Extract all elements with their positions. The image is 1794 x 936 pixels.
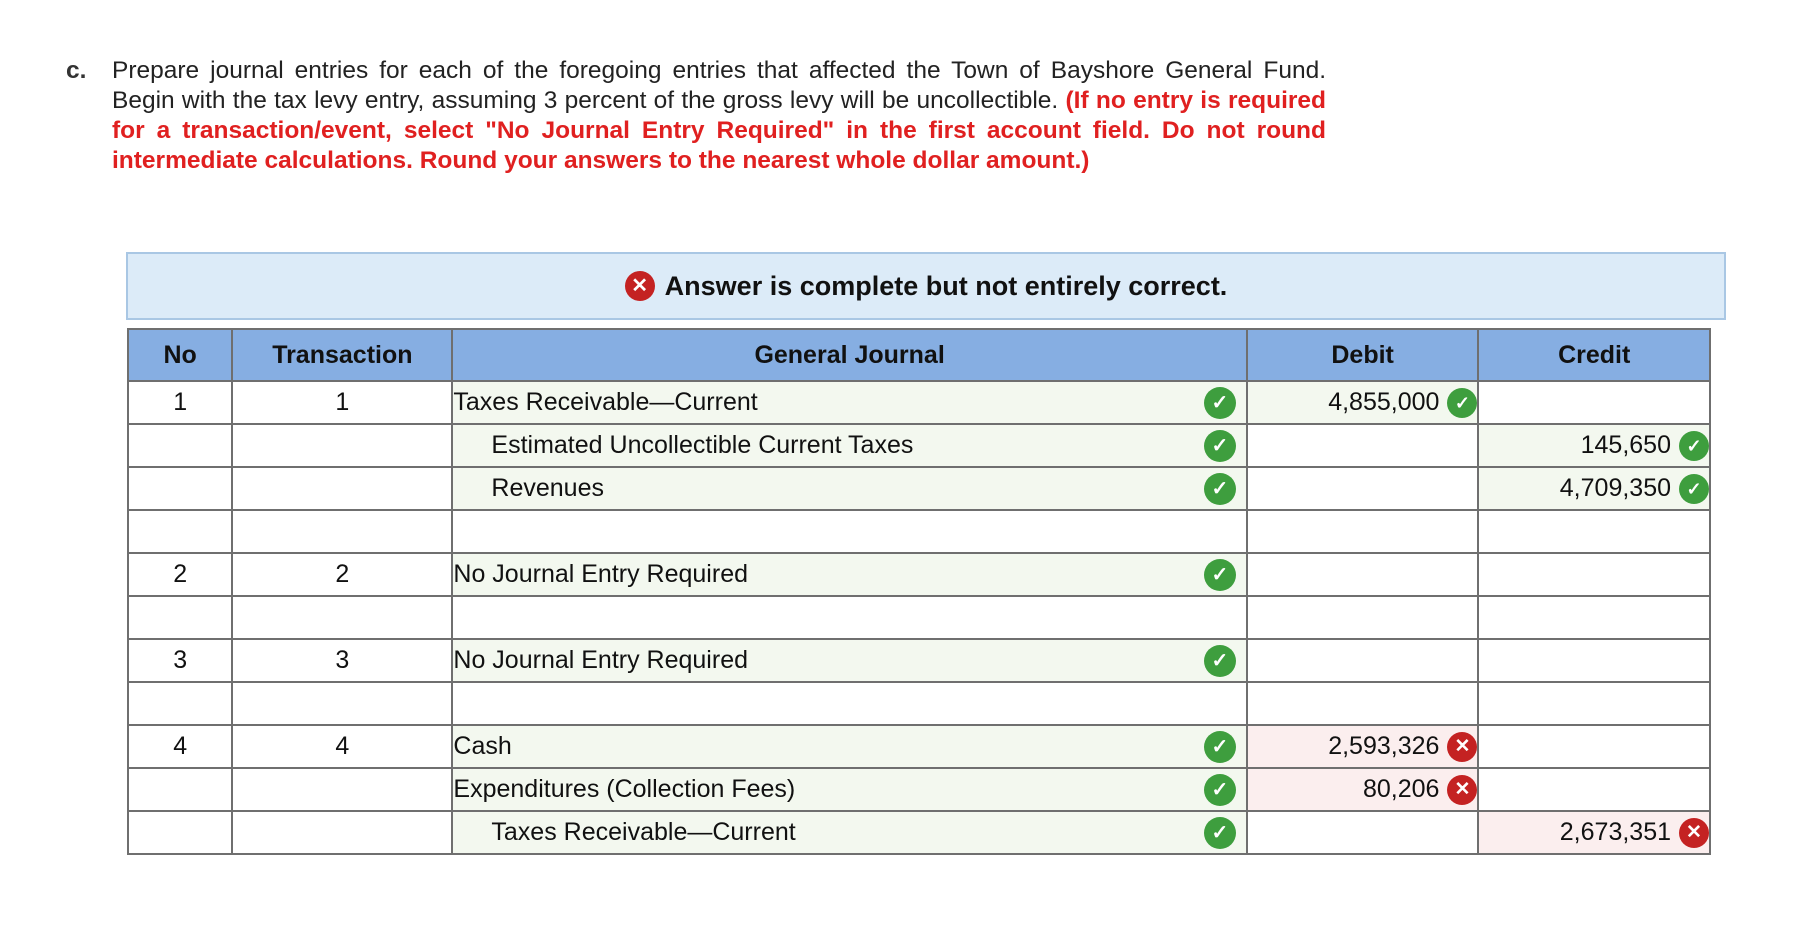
cell-transaction	[232, 596, 452, 639]
account-select[interactable]	[452, 553, 1246, 596]
debit-input[interactable]	[1247, 768, 1479, 811]
credit-input[interactable]	[1478, 381, 1710, 424]
cell-no	[128, 510, 232, 553]
question-label: c.	[66, 57, 87, 84]
account-text: No Journal Entry Required	[453, 646, 748, 674]
credit-value: 145,650	[1580, 431, 1671, 460]
journal-table	[127, 328, 1711, 855]
account-select[interactable]	[452, 467, 1246, 510]
credit-value: 4,709,350	[1559, 474, 1671, 503]
account-select[interactable]	[452, 424, 1246, 467]
debit-input[interactable]	[1247, 510, 1479, 553]
check-icon: ✓	[1204, 731, 1236, 763]
account-text: Revenues	[491, 474, 604, 502]
cell-no	[128, 467, 232, 510]
question-text: Prepare journal entries for each of the foregoing entries that affected the Town of Bayshore General Fund. Begin with the tax levy entry, assuming 3 percent of the gross levy will be uncollectible.	[112, 57, 1326, 114]
account-text: Taxes Receivable—Current	[453, 388, 758, 416]
account-select[interactable]	[452, 381, 1246, 424]
cell-no: 3	[128, 639, 232, 682]
question-block	[66, 56, 1326, 176]
account-select[interactable]	[452, 596, 1246, 639]
question-text-block	[112, 56, 1326, 176]
question-instruction: (If no entry is required for a transaction/event, select "No Journal Entry Required" in the first account field. Do not round intermediate calculations. Round your answers to the nearest whole dollar amount.)	[112, 87, 1327, 174]
table-row	[128, 381, 1710, 424]
incorrect-icon: ✕	[1679, 818, 1709, 848]
credit-input[interactable]	[1478, 553, 1710, 596]
account-text: No Journal Entry Required	[453, 560, 748, 588]
debit-value: 4,855,000	[1328, 388, 1440, 417]
header-credit: Credit	[1478, 329, 1710, 381]
account-text: Taxes Receivable—Current	[491, 818, 796, 846]
debit-input[interactable]	[1247, 424, 1479, 467]
account-select[interactable]	[452, 768, 1246, 811]
cell-no: 4	[128, 725, 232, 768]
cell-transaction	[232, 467, 452, 510]
header-no: No	[128, 329, 232, 381]
cell-no	[128, 682, 232, 725]
debit-input[interactable]	[1247, 381, 1479, 424]
check-icon: ✓	[1204, 473, 1236, 505]
check-icon: ✓	[1204, 387, 1236, 419]
cell-transaction: 1	[232, 381, 452, 424]
table-header-row	[128, 329, 1710, 381]
incorrect-icon: ✕	[1447, 775, 1477, 805]
cell-no	[128, 596, 232, 639]
cell-no: 2	[128, 553, 232, 596]
credit-input[interactable]	[1478, 725, 1710, 768]
result-banner-text: Answer is complete but not entirely correct.	[664, 270, 1228, 301]
account-select[interactable]	[452, 510, 1246, 553]
table-row	[128, 467, 1710, 510]
debit-input[interactable]	[1247, 596, 1479, 639]
check-icon: ✓	[1204, 559, 1236, 591]
credit-input[interactable]	[1478, 682, 1710, 725]
cell-transaction	[232, 768, 452, 811]
cell-transaction	[232, 682, 452, 725]
account-select[interactable]	[452, 639, 1246, 682]
result-banner	[126, 252, 1726, 320]
check-icon: ✓	[1679, 474, 1709, 504]
table-row	[128, 682, 1710, 725]
credit-input[interactable]	[1478, 639, 1710, 682]
cell-no	[128, 811, 232, 854]
debit-input[interactable]	[1247, 639, 1479, 682]
cell-no	[128, 424, 232, 467]
account-text: Estimated Uncollectible Current Taxes	[491, 431, 914, 459]
debit-input[interactable]	[1247, 553, 1479, 596]
account-text: Cash	[453, 732, 512, 760]
account-select[interactable]	[452, 725, 1246, 768]
cell-transaction	[232, 510, 452, 553]
check-icon: ✓	[1447, 388, 1477, 418]
credit-input[interactable]	[1478, 467, 1710, 510]
credit-input[interactable]	[1478, 811, 1710, 854]
check-icon: ✓	[1204, 774, 1236, 806]
incorrect-icon: ✕	[625, 271, 655, 301]
cell-transaction: 4	[232, 725, 452, 768]
credit-value: 2,673,351	[1559, 818, 1671, 847]
check-icon: ✓	[1679, 431, 1709, 461]
check-icon: ✓	[1204, 430, 1236, 462]
header-transaction: Transaction	[232, 329, 452, 381]
debit-input[interactable]	[1247, 725, 1479, 768]
table-row	[128, 424, 1710, 467]
debit-input[interactable]	[1247, 811, 1479, 854]
table-row	[128, 510, 1710, 553]
debit-input[interactable]	[1247, 467, 1479, 510]
cell-no	[128, 768, 232, 811]
table-row	[128, 725, 1710, 768]
table-row	[128, 811, 1710, 854]
cell-transaction: 3	[232, 639, 452, 682]
account-select[interactable]	[452, 811, 1246, 854]
cell-transaction: 2	[232, 553, 452, 596]
table-row	[128, 553, 1710, 596]
debit-value: 2,593,326	[1328, 732, 1440, 761]
cell-no: 1	[128, 381, 232, 424]
debit-input[interactable]	[1247, 682, 1479, 725]
cell-transaction	[232, 424, 452, 467]
table-row	[128, 639, 1710, 682]
check-icon: ✓	[1204, 817, 1236, 849]
credit-input[interactable]	[1478, 424, 1710, 467]
account-text: Expenditures (Collection Fees)	[453, 775, 796, 803]
account-select[interactable]	[452, 682, 1246, 725]
header-debit: Debit	[1247, 329, 1479, 381]
credit-input[interactable]	[1478, 596, 1710, 639]
table-row	[128, 768, 1710, 811]
table-row	[128, 596, 1710, 639]
debit-value: 80,206	[1362, 775, 1440, 804]
header-general-journal: General Journal	[452, 329, 1246, 381]
incorrect-icon: ✕	[1447, 732, 1477, 762]
credit-input[interactable]	[1478, 510, 1710, 553]
credit-input[interactable]	[1478, 768, 1710, 811]
cell-transaction	[232, 811, 452, 854]
check-icon: ✓	[1204, 645, 1236, 677]
